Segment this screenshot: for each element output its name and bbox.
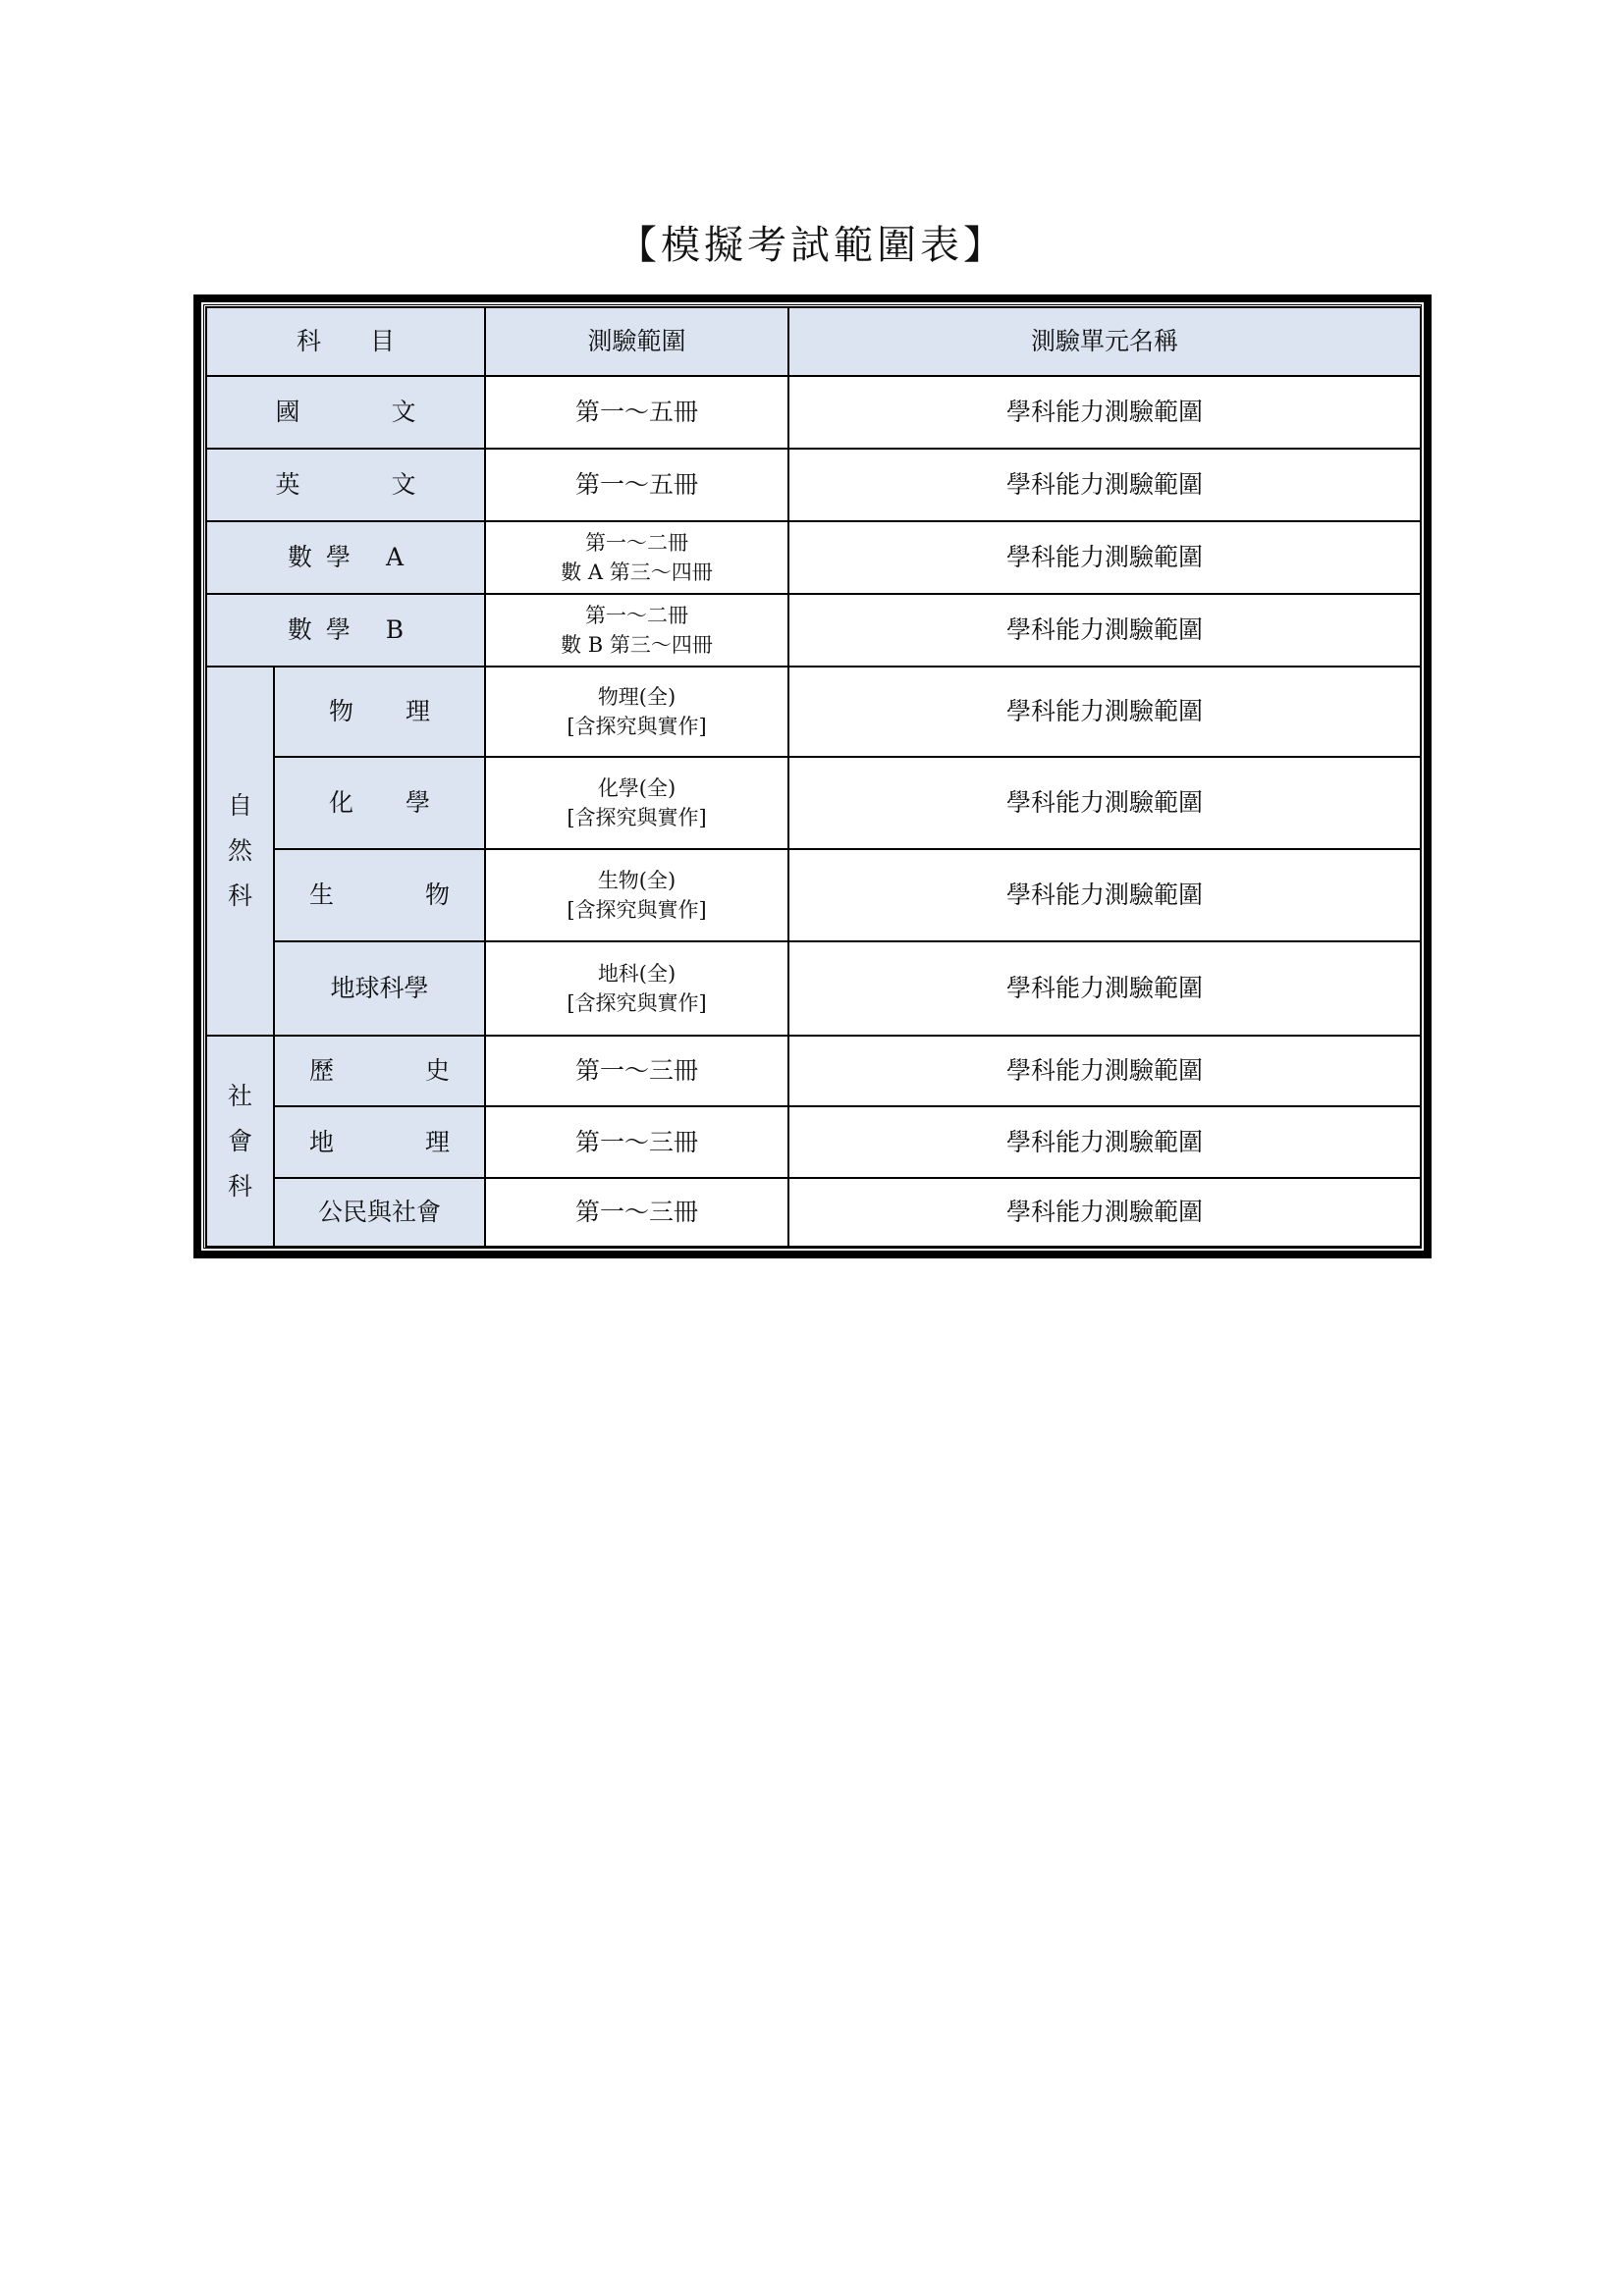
subject-cell xyxy=(274,667,485,757)
table-row xyxy=(206,757,1421,849)
unit-cell: 學科能力測驗範圍 xyxy=(788,521,1421,594)
subject-cell xyxy=(274,1036,485,1106)
subject-label: 地 理 xyxy=(309,1127,484,1156)
subject-cell xyxy=(274,757,485,849)
range-cell xyxy=(485,941,788,1036)
table-row xyxy=(206,376,1421,449)
unit-cell: 學科能力測驗範圍 xyxy=(788,757,1421,849)
table-frame-line xyxy=(203,304,1422,1249)
table-row xyxy=(206,449,1421,521)
subject-label: 歷 史 xyxy=(309,1056,484,1085)
subject-cell xyxy=(206,449,485,521)
subject-cell xyxy=(274,849,485,941)
group-label-char: 然 xyxy=(227,836,252,865)
range-line: 第一～三冊 xyxy=(575,1127,699,1156)
table-frame xyxy=(193,294,1432,1258)
header-range: 測驗範圍 xyxy=(485,307,788,376)
range-cell xyxy=(485,449,788,521)
unit-cell: 學科能力測驗範圍 xyxy=(788,849,1421,941)
subject-label: 英 文 xyxy=(275,470,450,499)
range-cell xyxy=(485,1178,788,1247)
unit-cell: 學科能力測驗範圍 xyxy=(788,449,1421,521)
table-row xyxy=(206,941,1421,1036)
group-label-science xyxy=(206,667,274,1036)
table-row xyxy=(206,594,1421,667)
subject-label: 物 理 xyxy=(329,697,445,725)
range-line: 第一～二冊 xyxy=(585,531,689,555)
table-row xyxy=(206,1178,1421,1247)
subject-label: 生 物 xyxy=(309,881,484,909)
group-label-char: 科 xyxy=(227,1171,252,1201)
unit-cell: 學科能力測驗範圍 xyxy=(788,1106,1421,1178)
group-label-char: 科 xyxy=(227,881,252,910)
subject-cell xyxy=(206,376,485,449)
range-cell xyxy=(485,376,788,449)
table-row xyxy=(206,849,1421,941)
range-cell xyxy=(485,521,788,594)
table-row xyxy=(206,1036,1421,1106)
table-row xyxy=(206,1106,1421,1178)
group-label-social xyxy=(206,1036,274,1247)
subject-label: 地球科學 xyxy=(330,974,429,1002)
subject-cell xyxy=(206,521,485,594)
table-frame-inner xyxy=(201,302,1424,1251)
subject-label: 數學 A xyxy=(288,543,418,571)
group-label xyxy=(226,783,255,919)
range-line: [含探究與實作] xyxy=(567,991,707,1015)
subject-label: 化 學 xyxy=(329,788,445,817)
range-line: 化學(全) xyxy=(597,776,677,800)
unit-cell: 學科能力測驗範圍 xyxy=(788,1036,1421,1106)
unit-cell: 學科能力測驗範圍 xyxy=(788,667,1421,757)
unit-cell: 學科能力測驗範圍 xyxy=(788,376,1421,449)
range-line: 第一～三冊 xyxy=(575,1198,699,1226)
range-line: [含探究與實作] xyxy=(567,715,707,738)
group-label-char: 社 xyxy=(227,1081,252,1110)
subject-label: 國 文 xyxy=(275,398,450,426)
group-label-char: 會 xyxy=(227,1126,252,1155)
range-cell xyxy=(485,667,788,757)
header-subject: 科 目 xyxy=(206,307,485,376)
table-row xyxy=(206,521,1421,594)
group-label-char: 自 xyxy=(227,791,252,820)
header-unit: 測驗單元名稱 xyxy=(788,307,1421,376)
subject-cell xyxy=(274,941,485,1036)
range-line: 第一～五冊 xyxy=(575,398,699,426)
range-line: 生物(全) xyxy=(597,869,677,892)
range-cell xyxy=(485,594,788,667)
range-line: 數 B 第三～四冊 xyxy=(561,633,713,657)
header-row xyxy=(206,307,1421,376)
range-line: 數 A 第三～四冊 xyxy=(561,561,713,584)
range-line: 第一～五冊 xyxy=(575,470,699,499)
table-row xyxy=(206,667,1421,757)
group-label xyxy=(226,1074,255,1209)
unit-cell: 學科能力測驗範圍 xyxy=(788,1178,1421,1247)
subject-cell xyxy=(274,1178,485,1247)
subject-cell xyxy=(206,594,485,667)
range-cell xyxy=(485,1106,788,1178)
range-cell xyxy=(485,757,788,849)
range-line: 第一～三冊 xyxy=(575,1056,699,1085)
range-cell xyxy=(485,849,788,941)
unit-cell: 學科能力測驗範圍 xyxy=(788,594,1421,667)
subject-label: 數學 B xyxy=(287,615,418,644)
range-line: 物理(全) xyxy=(597,685,677,709)
range-cell xyxy=(485,1036,788,1106)
subject-cell xyxy=(274,1106,485,1178)
exam-scope-table xyxy=(205,306,1422,1248)
page-title: 【模擬考試範圍表】 xyxy=(618,223,1006,268)
range-line: 第一～二冊 xyxy=(585,604,689,627)
unit-cell: 學科能力測驗範圍 xyxy=(788,941,1421,1036)
range-line: [含探究與實作] xyxy=(567,806,707,829)
range-line: [含探究與實作] xyxy=(567,898,707,922)
range-line: 地科(全) xyxy=(597,962,677,986)
subject-label: 公民與社會 xyxy=(318,1198,442,1226)
